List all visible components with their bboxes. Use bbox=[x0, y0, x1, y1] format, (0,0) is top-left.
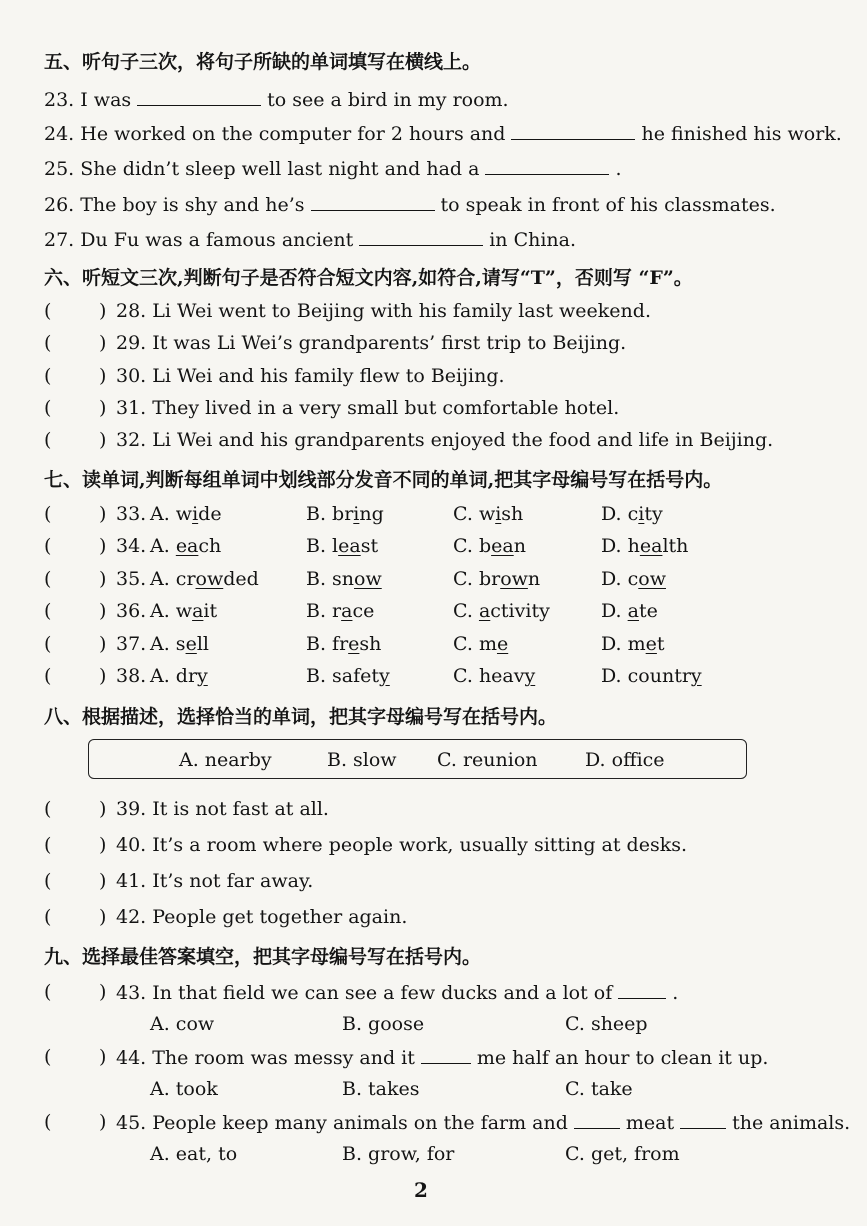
word-part: C. b bbox=[453, 535, 492, 557]
section-8-title: 八、根据描述，选择恰当的单词，把其字母编号写在括号内。 bbox=[44, 706, 558, 728]
word-part: B. l bbox=[306, 535, 339, 557]
word-part: ce bbox=[352, 600, 375, 622]
word-option bbox=[601, 599, 658, 623]
answer-paren-close: ) bbox=[99, 870, 107, 892]
answer-paren-close: ) bbox=[99, 365, 107, 387]
underlined-letters: ea bbox=[491, 535, 514, 557]
underlined-letters: ow bbox=[500, 568, 528, 590]
answer-blank[interactable] bbox=[618, 980, 666, 999]
answer-paren-open[interactable]: ( bbox=[44, 503, 52, 525]
question-27: 27. Du Fu was a famous ancient in China. bbox=[44, 229, 577, 251]
underlined-letters: e bbox=[645, 633, 657, 655]
word-part: n bbox=[513, 535, 526, 557]
answer-paren-open[interactable]: ( bbox=[44, 429, 52, 451]
word-part: A. w bbox=[150, 600, 193, 622]
underlined-letters: a bbox=[478, 600, 491, 622]
word-option bbox=[601, 664, 702, 688]
question-31: 31. They lived in a very small but comfortable hotel. bbox=[116, 397, 620, 419]
word-part: sh bbox=[501, 503, 524, 525]
word-part: C. m bbox=[453, 633, 497, 655]
word-part: st bbox=[360, 535, 379, 557]
q43-option-b: B. goose bbox=[342, 1013, 425, 1035]
word-option bbox=[150, 664, 208, 688]
answer-paren-close: ) bbox=[99, 633, 107, 655]
underlined-letters: ea bbox=[338, 535, 361, 557]
answer-blank[interactable] bbox=[137, 87, 261, 106]
q45-option-c: C. get, from bbox=[565, 1143, 680, 1165]
word-part: ng bbox=[359, 503, 384, 525]
section-6-title: 六、听短文三次,判断句子是否符合短文内容,如符合,请写“T”，否则写 “F”。 bbox=[44, 267, 693, 289]
underlined-letters: i bbox=[495, 503, 502, 525]
answer-blank[interactable] bbox=[485, 156, 609, 175]
question-number: 35. bbox=[116, 568, 147, 590]
word-part: D. h bbox=[601, 535, 640, 557]
underlined-letters: a bbox=[192, 600, 204, 622]
section-7-title: 七、读单词,判断每组单词中划线部分发音不同的单词,把其字母编号写在括号内。 bbox=[44, 469, 723, 491]
word-part: C. br bbox=[453, 568, 501, 590]
word-option bbox=[150, 599, 217, 623]
answer-blank[interactable] bbox=[574, 1110, 620, 1129]
answer-paren-open[interactable]: ( bbox=[44, 906, 52, 928]
answer-paren-close: ) bbox=[99, 1046, 107, 1068]
question-32: 32. Li Wei and his grandparents enjoyed the food and life in Beijing. bbox=[116, 429, 774, 451]
answer-paren-close: ) bbox=[99, 535, 107, 557]
underlined-letters: e bbox=[348, 633, 360, 655]
question-number: 33. bbox=[116, 503, 147, 525]
word-option bbox=[306, 567, 382, 591]
word-part: C. heav bbox=[453, 665, 525, 687]
underlined-letters: ea bbox=[639, 535, 663, 557]
question-44: 44. The room was messy and it me half an hour to clean it up. bbox=[116, 1047, 769, 1069]
answer-paren-open[interactable]: ( bbox=[44, 870, 52, 892]
word-bank-option-c: C. reunion bbox=[437, 749, 538, 771]
word-option bbox=[150, 632, 209, 656]
word-option bbox=[601, 534, 688, 558]
word-part: te bbox=[638, 600, 658, 622]
answer-blank[interactable] bbox=[680, 1110, 726, 1129]
underlined-letters: y bbox=[379, 665, 390, 687]
word-part: C. w bbox=[453, 503, 496, 525]
underlined-letters: ow bbox=[354, 568, 382, 590]
question-39: 39. It is not fast at all. bbox=[116, 798, 329, 820]
word-option bbox=[601, 567, 666, 591]
word-part: ded bbox=[223, 568, 259, 590]
answer-paren-close: ) bbox=[99, 600, 107, 622]
word-option bbox=[306, 599, 374, 623]
word-option bbox=[453, 567, 540, 591]
question-number: 36. bbox=[116, 600, 147, 622]
underlined-letters: y bbox=[524, 665, 536, 687]
word-bank-option-b: B. slow bbox=[327, 749, 397, 771]
question-number: 34. bbox=[116, 535, 147, 557]
question-40: 40. It’s a room where people work, usually sitting at desks. bbox=[116, 834, 688, 856]
answer-paren-close: ) bbox=[99, 906, 107, 928]
answer-paren-open[interactable]: ( bbox=[44, 1111, 52, 1133]
question-number: 37. bbox=[116, 633, 147, 655]
answer-paren-close: ) bbox=[99, 429, 107, 451]
word-bank-option-d: D. office bbox=[585, 749, 665, 771]
answer-paren-open[interactable]: ( bbox=[44, 1046, 52, 1068]
question-24: 24. He worked on the computer for 2 hours and he finished his work. bbox=[44, 123, 842, 145]
answer-paren-open[interactable]: ( bbox=[44, 798, 52, 820]
answer-paren-open[interactable]: ( bbox=[44, 834, 52, 856]
word-part: C. bbox=[453, 600, 479, 622]
word-part: A. bbox=[150, 535, 176, 557]
answer-blank[interactable] bbox=[511, 121, 635, 140]
word-part: B. safet bbox=[306, 665, 380, 687]
answer-paren-close: ) bbox=[99, 568, 107, 590]
word-part: B. br bbox=[306, 503, 354, 525]
word-option bbox=[150, 534, 221, 558]
word-part: A. s bbox=[150, 633, 186, 655]
underlined-letters: ea bbox=[175, 535, 199, 557]
answer-paren-close: ) bbox=[99, 300, 107, 322]
word-part: A. cr bbox=[150, 568, 196, 590]
question-23: 23. I was to see a bird in my room. bbox=[44, 89, 509, 111]
q43-option-c: C. sheep bbox=[565, 1013, 648, 1035]
question-number: 38. bbox=[116, 665, 147, 687]
underlined-letters: y bbox=[197, 665, 208, 687]
question-29: 29. It was Li Wei’s grandparents’ first trip to Beijing. bbox=[116, 332, 627, 354]
underlined-letters: i bbox=[638, 503, 645, 525]
answer-paren-close: ) bbox=[99, 397, 107, 419]
question-25: 25. She didn’t sleep well last night and had a . bbox=[44, 158, 622, 180]
word-part: ch bbox=[198, 535, 222, 557]
word-part: B. fr bbox=[306, 633, 349, 655]
word-option bbox=[601, 632, 665, 656]
underlined-letters: e bbox=[185, 633, 197, 655]
word-option bbox=[306, 502, 384, 526]
answer-paren-open[interactable]: ( bbox=[44, 981, 52, 1003]
answer-blank[interactable] bbox=[421, 1045, 471, 1064]
word-option bbox=[306, 664, 390, 688]
question-26: 26. The boy is shy and he’s to speak in front of his classmates. bbox=[44, 194, 776, 216]
word-part: D. c bbox=[601, 503, 639, 525]
word-part: B. r bbox=[306, 600, 342, 622]
question-41: 41. It’s not far away. bbox=[116, 870, 314, 892]
word-part: A. dr bbox=[150, 665, 198, 687]
word-part: ll bbox=[196, 633, 209, 655]
underlined-letters: i bbox=[353, 503, 360, 525]
question-43: 43. In that field we can see a few ducks and a lot of . bbox=[116, 982, 679, 1004]
word-part: t bbox=[656, 633, 665, 655]
word-bank-box bbox=[88, 739, 747, 779]
underlined-letters: ow bbox=[195, 568, 224, 590]
q44-option-c: C. take bbox=[565, 1078, 633, 1100]
answer-paren-close: ) bbox=[99, 332, 107, 354]
answer-paren-close: ) bbox=[99, 981, 107, 1003]
underlined-letters: a bbox=[627, 600, 639, 622]
answer-paren-close: ) bbox=[99, 1111, 107, 1133]
underlined-letters: a bbox=[341, 600, 353, 622]
word-part: ctivity bbox=[490, 600, 550, 622]
q44-option-a: A. took bbox=[150, 1078, 218, 1100]
answer-blank[interactable] bbox=[311, 192, 435, 211]
answer-paren-open[interactable]: ( bbox=[44, 665, 52, 687]
word-option bbox=[306, 632, 381, 656]
answer-paren-open[interactable]: ( bbox=[44, 365, 52, 387]
section-9-title: 九、选择最佳答案填空，把其字母编号写在括号内。 bbox=[44, 946, 482, 968]
word-option bbox=[306, 534, 378, 558]
word-part: ty bbox=[644, 503, 663, 525]
underlined-letters: e bbox=[496, 633, 509, 655]
answer-paren-open[interactable]: ( bbox=[44, 300, 52, 322]
word-part: D. m bbox=[601, 633, 646, 655]
answer-paren-close: ) bbox=[99, 665, 107, 687]
page-number: 2 bbox=[414, 1178, 428, 1202]
word-option bbox=[453, 632, 508, 656]
word-part: n bbox=[527, 568, 541, 590]
question-42: 42. People get together again. bbox=[116, 906, 408, 928]
question-45: 45. People keep many animals on the farm and meat the animals. bbox=[116, 1112, 851, 1134]
answer-paren-close: ) bbox=[99, 798, 107, 820]
word-part: D. countr bbox=[601, 665, 691, 687]
answer-paren-open[interactable]: ( bbox=[44, 568, 52, 590]
word-part: D. c bbox=[601, 568, 639, 590]
answer-paren-open[interactable]: ( bbox=[44, 535, 52, 557]
question-30: 30. Li Wei and his family flew to Beijing. bbox=[116, 365, 505, 387]
word-option bbox=[453, 599, 550, 623]
underlined-letters: i bbox=[192, 503, 199, 525]
underlined-letters: ow bbox=[638, 568, 666, 590]
word-option bbox=[453, 534, 526, 558]
answer-paren-open[interactable]: ( bbox=[44, 397, 52, 419]
answer-blank[interactable] bbox=[359, 227, 483, 246]
answer-paren-close: ) bbox=[99, 834, 107, 856]
word-part: A. w bbox=[150, 503, 193, 525]
word-part: D. bbox=[601, 600, 628, 622]
section-5-title: 五、听句子三次，将句子所缺的单词填写在横线上。 bbox=[44, 51, 482, 73]
word-option bbox=[150, 502, 222, 526]
word-part: de bbox=[198, 503, 222, 525]
word-part: lth bbox=[662, 535, 689, 557]
underlined-letters: y bbox=[690, 665, 702, 687]
q44-option-b: B. takes bbox=[342, 1078, 420, 1100]
word-option bbox=[601, 502, 663, 526]
word-bank-option-a: A. nearby bbox=[179, 749, 272, 771]
answer-paren-close: ) bbox=[99, 503, 107, 525]
answer-paren-open[interactable]: ( bbox=[44, 633, 52, 655]
word-option bbox=[150, 567, 259, 591]
q45-option-a: A. eat, to bbox=[150, 1143, 238, 1165]
q45-option-b: B. grow, for bbox=[342, 1143, 455, 1165]
word-option bbox=[453, 502, 523, 526]
word-part: it bbox=[203, 600, 218, 622]
answer-paren-open[interactable]: ( bbox=[44, 332, 52, 354]
word-option bbox=[453, 664, 535, 688]
word-part: sh bbox=[359, 633, 382, 655]
q43-option-a: A. cow bbox=[150, 1013, 215, 1035]
answer-paren-open[interactable]: ( bbox=[44, 600, 52, 622]
word-part: B. sn bbox=[306, 568, 355, 590]
question-28: 28. Li Wei went to Beijing with his family last weekend. bbox=[116, 300, 651, 322]
